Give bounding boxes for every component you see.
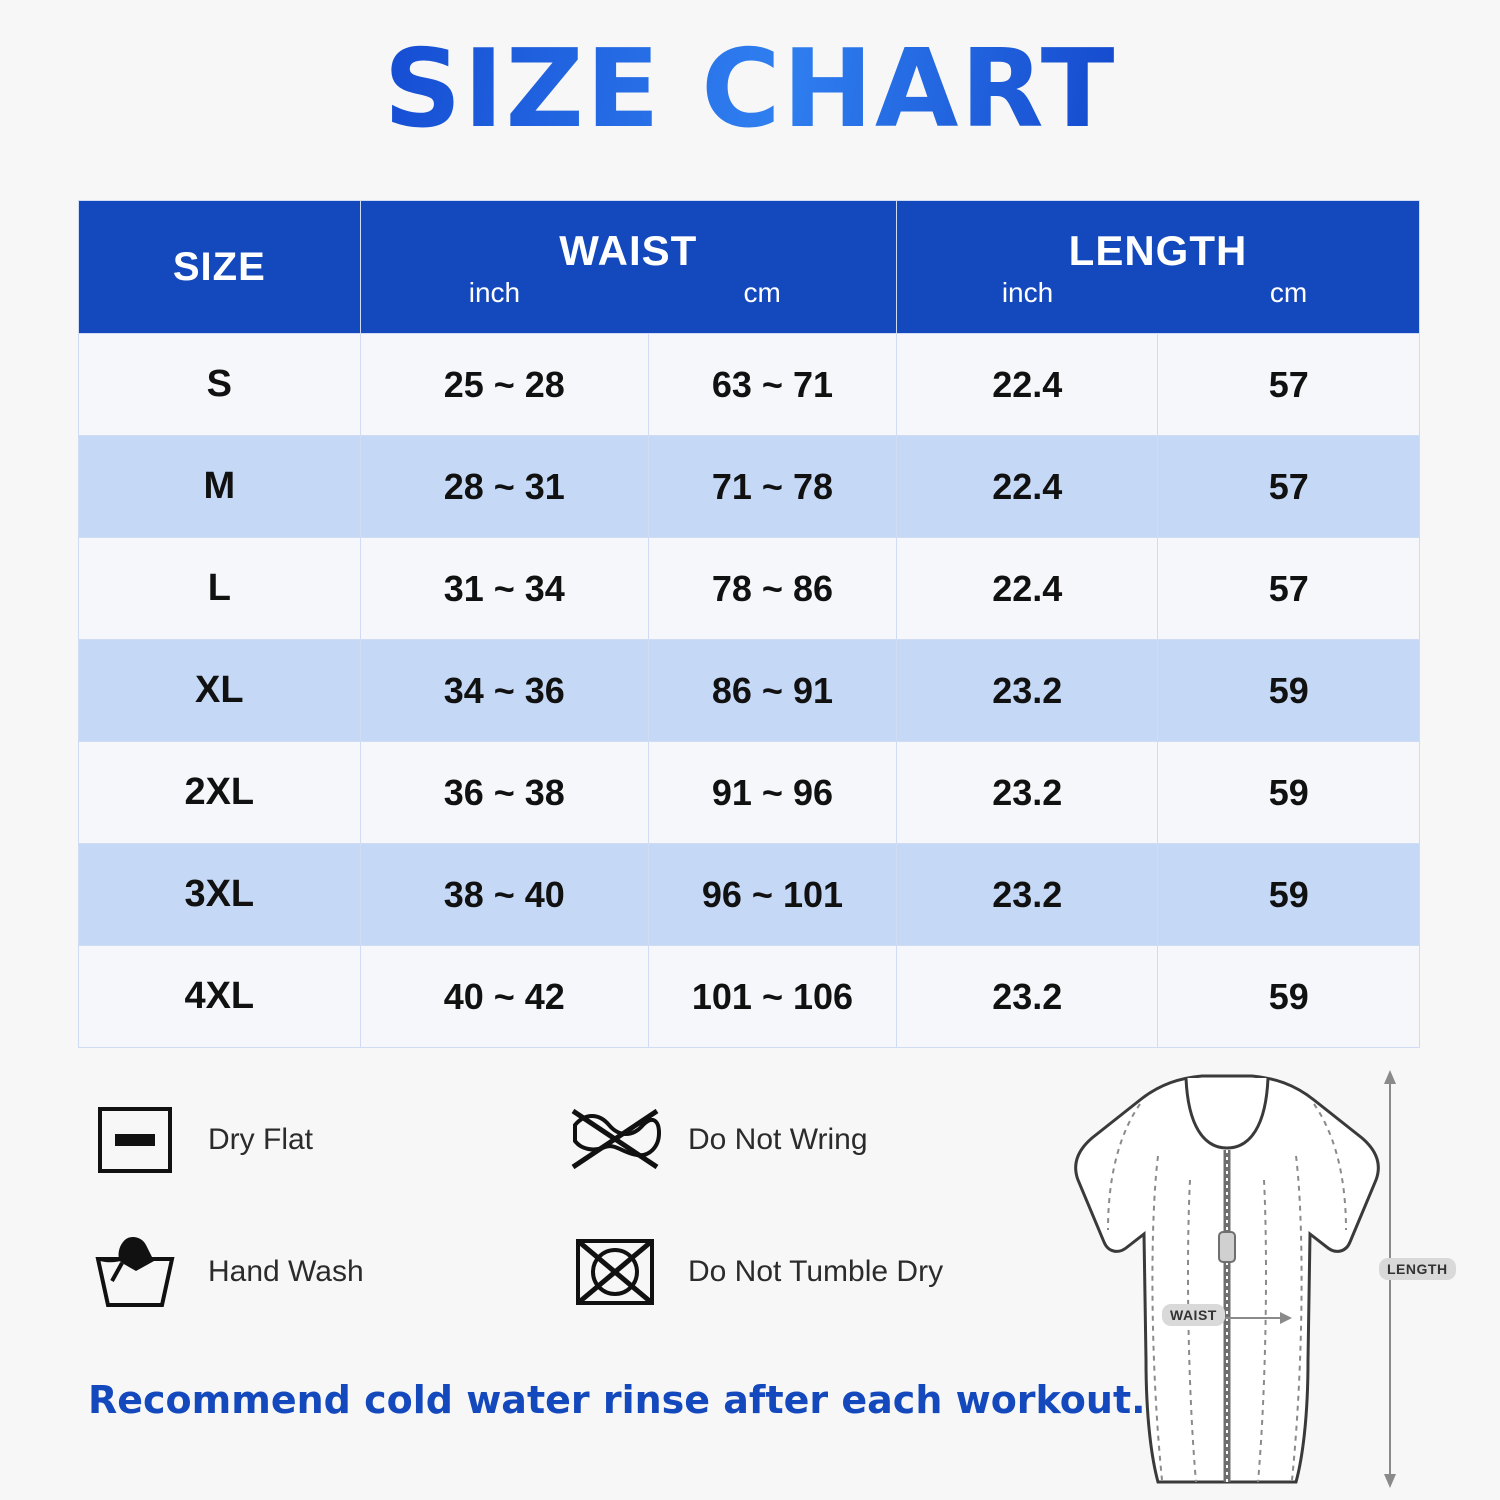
care-item-hand-wash [80, 1227, 560, 1317]
cell-size: S [79, 334, 361, 436]
cell-waist-cm: 63 ~ 71 [648, 334, 896, 436]
page-title: SIZE CHART [0, 0, 1500, 157]
cell-length-cm: 59 [1158, 640, 1420, 742]
cell-waist-inch: 36 ~ 38 [360, 742, 648, 844]
table-row [79, 640, 1420, 742]
hand-wash-icon [80, 1227, 190, 1317]
cell-length-cm: 57 [1158, 436, 1420, 538]
column-header-waist-unit-inch: inch [468, 277, 521, 308]
size-chart-table [78, 200, 1420, 1048]
cell-length-cm: 59 [1158, 844, 1420, 946]
cell-waist-cm: 96 ~ 101 [648, 844, 896, 946]
cell-length-inch: 22.4 [897, 436, 1158, 538]
care-item-dry-flat [80, 1095, 560, 1185]
table-row [79, 538, 1420, 640]
column-header-size: SIZE [79, 201, 361, 334]
cell-length-cm: 57 [1158, 334, 1420, 436]
column-header-length-unit-cm: cm [1269, 277, 1308, 308]
table-header [79, 201, 1420, 334]
dry-flat-icon [80, 1095, 190, 1185]
cell-size: 4XL [79, 946, 361, 1048]
cell-size: 3XL [79, 844, 361, 946]
column-header-waist-unit-cm: cm [743, 277, 781, 308]
table-row [79, 334, 1420, 436]
cell-length-inch: 22.4 [897, 334, 1158, 436]
cell-length-inch: 22.4 [897, 538, 1158, 640]
cell-length-cm: 59 [1158, 946, 1420, 1048]
cell-waist-cm: 78 ~ 86 [648, 538, 896, 640]
cell-length-inch: 23.2 [897, 640, 1158, 742]
column-header-length [897, 201, 1420, 334]
column-header-waist [360, 201, 896, 334]
cell-length-cm: 59 [1158, 742, 1420, 844]
do-not-wring-icon [560, 1095, 670, 1185]
length-measure-tag: LENGTH [1379, 1258, 1456, 1280]
table-row [79, 436, 1420, 538]
cell-size: L [79, 538, 361, 640]
table-row [79, 844, 1420, 946]
cell-waist-inch: 38 ~ 40 [360, 844, 648, 946]
cell-size: 2XL [79, 742, 361, 844]
cell-waist-cm: 71 ~ 78 [648, 436, 896, 538]
care-label-do-not-wring: Do Not Wring [688, 1123, 868, 1156]
care-label-do-not-tumble-dry: Do Not Tumble Dry [688, 1255, 944, 1288]
cell-waist-inch: 28 ~ 31 [360, 436, 648, 538]
waist-measure-tag: WAIST [1162, 1304, 1225, 1326]
column-header-waist-label: WAIST [559, 227, 698, 274]
care-label-dry-flat: Dry Flat [208, 1123, 313, 1156]
table-row [79, 742, 1420, 844]
cell-length-inch: 23.2 [897, 844, 1158, 946]
care-note: Recommend cold water rinse after each workout. [88, 1378, 1146, 1422]
cell-size: XL [79, 640, 361, 742]
cell-size: M [79, 436, 361, 538]
cell-length-inch: 23.2 [897, 946, 1158, 1048]
column-header-length-label: LENGTH [1068, 227, 1248, 274]
table-row [79, 946, 1420, 1048]
cell-waist-cm: 86 ~ 91 [648, 640, 896, 742]
care-item-do-not-tumble-dry [560, 1227, 1040, 1317]
column-header-length-unit-inch: inch [1001, 277, 1054, 308]
care-item-do-not-wring [560, 1095, 1040, 1185]
cell-waist-inch: 25 ~ 28 [360, 334, 648, 436]
cell-waist-cm: 91 ~ 96 [648, 742, 896, 844]
garment-illustration [990, 1060, 1460, 1490]
cell-waist-inch: 31 ~ 34 [360, 538, 648, 640]
cell-waist-cm: 101 ~ 106 [648, 946, 896, 1048]
cell-waist-inch: 40 ~ 42 [360, 946, 648, 1048]
table-body [79, 334, 1420, 1048]
cell-length-inch: 23.2 [897, 742, 1158, 844]
cell-waist-inch: 34 ~ 36 [360, 640, 648, 742]
cell-length-cm: 57 [1158, 538, 1420, 640]
care-label-hand-wash: Hand Wash [208, 1255, 364, 1288]
care-instructions [80, 1095, 1040, 1359]
size-chart-table-container [78, 200, 1420, 1048]
do-not-tumble-dry-icon [560, 1227, 670, 1317]
